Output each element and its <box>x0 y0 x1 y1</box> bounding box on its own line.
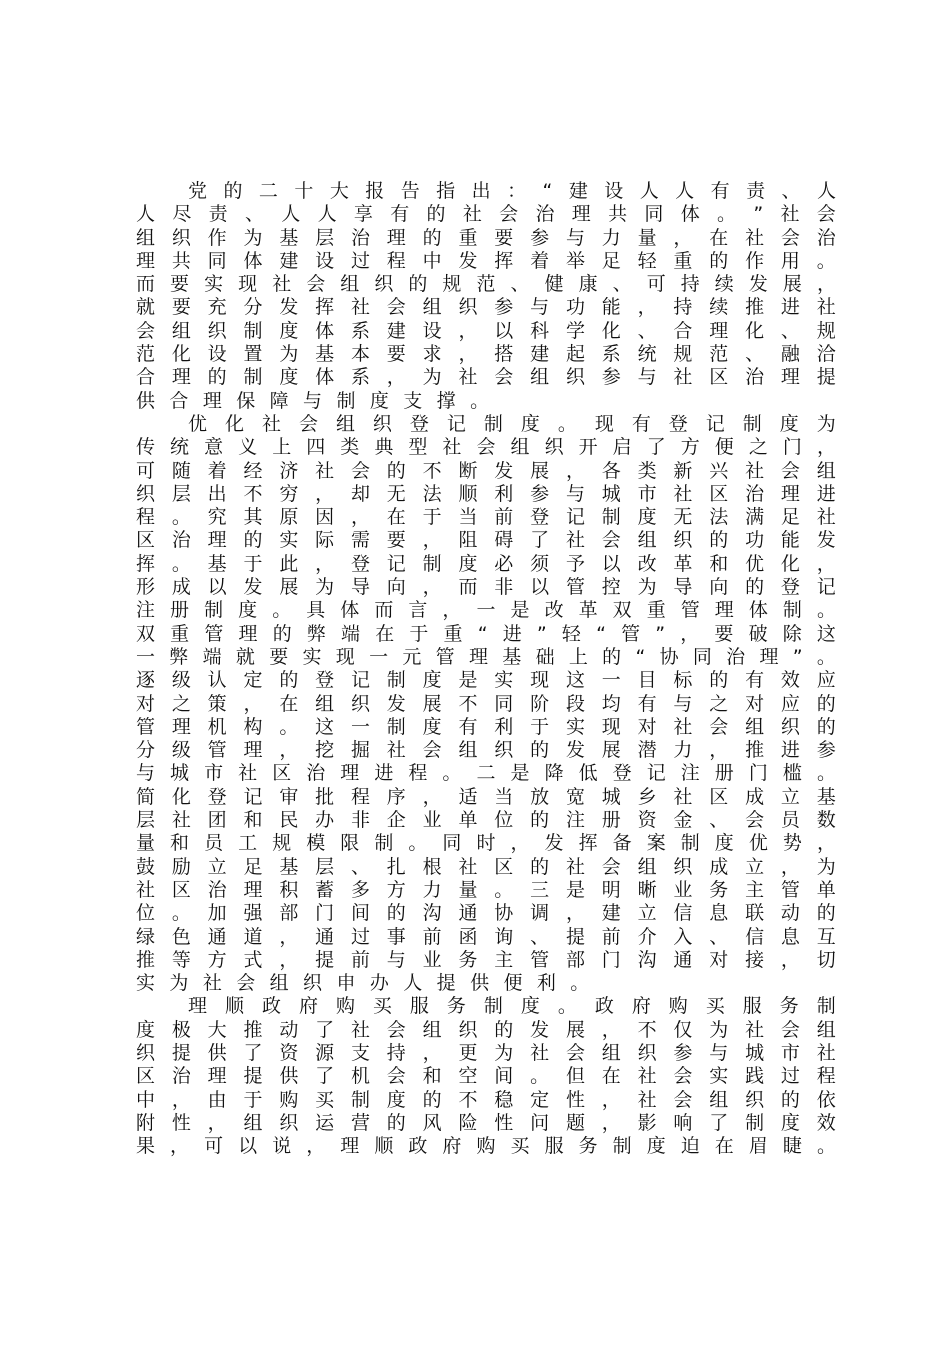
text-line: 而 要 实 现 社 会 组 织 的 规 范 、 健 康 、 可 持 续 发 展 ， <box>136 273 836 296</box>
text-line: 可 随 着 经 济 社 会 的 不 断 发 展 ， 各 类 新 兴 社 会 组 <box>136 459 836 482</box>
text-line: 会 组 织 制 度 体 系 建 设 ， 以 科 学 化 、 合 理 化 、 规 <box>136 319 836 342</box>
text-line: 党 的 二 十 大 报 告 指 出 ： “ 建 设 人 人 有 责 、 人 <box>188 180 836 202</box>
text-line: 就 要 充 分 发 挥 社 会 组 织 参 与 功 能 ， 持 续 推 进 社 <box>136 296 836 319</box>
text-line: 区 治 理 的 实 际 需 要 ， 阻 碍 了 社 会 组 织 的 功 能 发 <box>136 529 836 552</box>
text-line: 度 极 大 推 动 了 社 会 组 织 的 发 展 ， 不 仅 为 社 会 组 <box>136 1018 836 1041</box>
text-line: 中 ， 由 于 购 买 制 度 的 不 稳 定 性 ， 社 会 组 织 的 依 <box>136 1088 836 1111</box>
text-line: 量 和 员 工 规 模 限 制 。 同 时 ， 发 挥 备 案 制 度 优 势 ， <box>136 832 836 855</box>
text-line: 供 合 理 保 障 与 制 度 支 撑 。 <box>136 389 490 412</box>
text-line: 双 重 管 理 的 弊 端 在 于 重 “ 进 ” 轻 “ 管 ” ， 要 破 除 这 <box>136 622 836 645</box>
text-line: 传 统 意 义 上 四 类 典 型 社 会 组 织 开 启 了 方 便 之 门 ， <box>136 436 836 459</box>
text-line: 一 弊 端 就 要 实 现 一 元 管 理 基 础 上 的 “ 协 同 治 理 ” 。 <box>136 645 836 668</box>
text-line: 理 顺 政 府 购 买 服 务 制 度 。 政 府 购 买 服 务 制 <box>188 995 836 1018</box>
text-line: 织 提 供 了 资 源 支 持 ， 更 为 社 会 组 织 参 与 城 市 社 <box>136 1041 836 1064</box>
text-line: 范 化 设 置 为 基 本 要 求 ， 搭 建 起 系 统 规 范 、 融 洽 <box>136 343 836 366</box>
text-line: 合 理 的 制 度 体 系 ， 为 社 会 组 织 参 与 社 区 治 理 提 <box>136 366 836 389</box>
text-line: 社 区 治 理 积 蓄 多 方 力 量 。 三 是 明 晰 业 务 主 管 单 <box>136 878 836 901</box>
text-line: 果 ， 可 以 说 ， 理 顺 政 府 购 买 服 务 制 度 迫 在 眉 睫 。 <box>136 1135 836 1158</box>
text-line: 推 等 方 式 ， 提 前 与 业 务 主 管 部 门 沟 通 对 接 ， 切 <box>136 948 836 971</box>
text-line: 管 理 机 构 。 这 一 制 度 有 利 于 实 现 对 社 会 组 织 的 <box>136 715 836 738</box>
text-line: 与 城 市 社 区 治 理 进 程 。 二 是 降 低 登 记 注 册 门 槛 。 <box>136 762 836 785</box>
text-line: 分 级 管 理 ， 挖 掘 社 会 组 织 的 发 展 潜 力 ， 推 进 参 <box>136 739 836 762</box>
text-line: 优 化 社 会 组 织 登 记 制 度 。 现 有 登 记 制 度 为 <box>188 412 836 435</box>
text-line: 绿 色 通 道 ， 通 过 事 前 函 询 、 提 前 介 入 、 信 息 互 <box>136 925 836 948</box>
text-line: 挥 。 基 于 此 ， 登 记 制 度 必 须 予 以 改 革 和 优 化 ， <box>136 552 836 575</box>
text-line: 位 。 加 强 部 门 间 的 沟 通 协 调 ， 建 立 信 息 联 动 的 <box>136 902 836 925</box>
text-line: 附 性 ， 组 织 运 营 的 风 险 性 问 题 ， 影 响 了 制 度 效 <box>136 1111 836 1134</box>
document-body <box>136 180 836 1158</box>
text-line: 区 治 理 提 供 了 机 会 和 空 间 。 但 在 社 会 实 践 过 程 <box>136 1065 836 1088</box>
text-line: 理 共 同 体 建 设 过 程 中 发 挥 着 举 足 轻 重 的 作 用 。 <box>136 249 836 272</box>
text-line: 人 尽 责 、 人 人 享 有 的 社 会 治 理 共 同 体 。 ” 社 会 <box>136 203 836 226</box>
text-line: 实 为 社 会 组 织 申 办 人 提 供 便 利 。 <box>136 972 590 995</box>
text-line: 织 层 出 不 穷 ， 却 无 法 顺 利 参 与 城 市 社 区 治 理 进 <box>136 482 836 505</box>
text-line: 鼓 励 立 足 基 层 、 扎 根 社 区 的 社 会 组 织 成 立 ， 为 <box>136 855 836 878</box>
text-line: 逐 级 认 定 的 登 记 制 度 是 实 现 这 一 目 标 的 有 效 应 <box>136 669 836 692</box>
text-line: 注 册 制 度 。 具 体 而 言 ， 一 是 改 革 双 重 管 理 体 制 。 <box>136 599 836 622</box>
text-line: 形 成 以 发 展 为 导 向 ， 而 非 以 管 控 为 导 向 的 登 记 <box>136 576 836 599</box>
text-line: 对 之 策 ， 在 组 织 发 展 不 同 阶 段 均 有 与 之 对 应 的 <box>136 692 836 715</box>
text-line: 简 化 登 记 审 批 程 序 ， 适 当 放 宽 城 乡 社 区 成 立 基 <box>136 785 836 808</box>
text-line: 层 社 团 和 民 办 非 企 业 单 位 的 注 册 资 金 、 会 员 数 <box>136 809 836 832</box>
text-line: 程 。 究 其 原 因 ， 在 于 当 前 登 记 制 度 无 法 满 足 社 <box>136 506 836 529</box>
text-line: 组 织 作 为 基 层 治 理 的 重 要 参 与 力 量 ， 在 社 会 治 <box>136 226 836 249</box>
